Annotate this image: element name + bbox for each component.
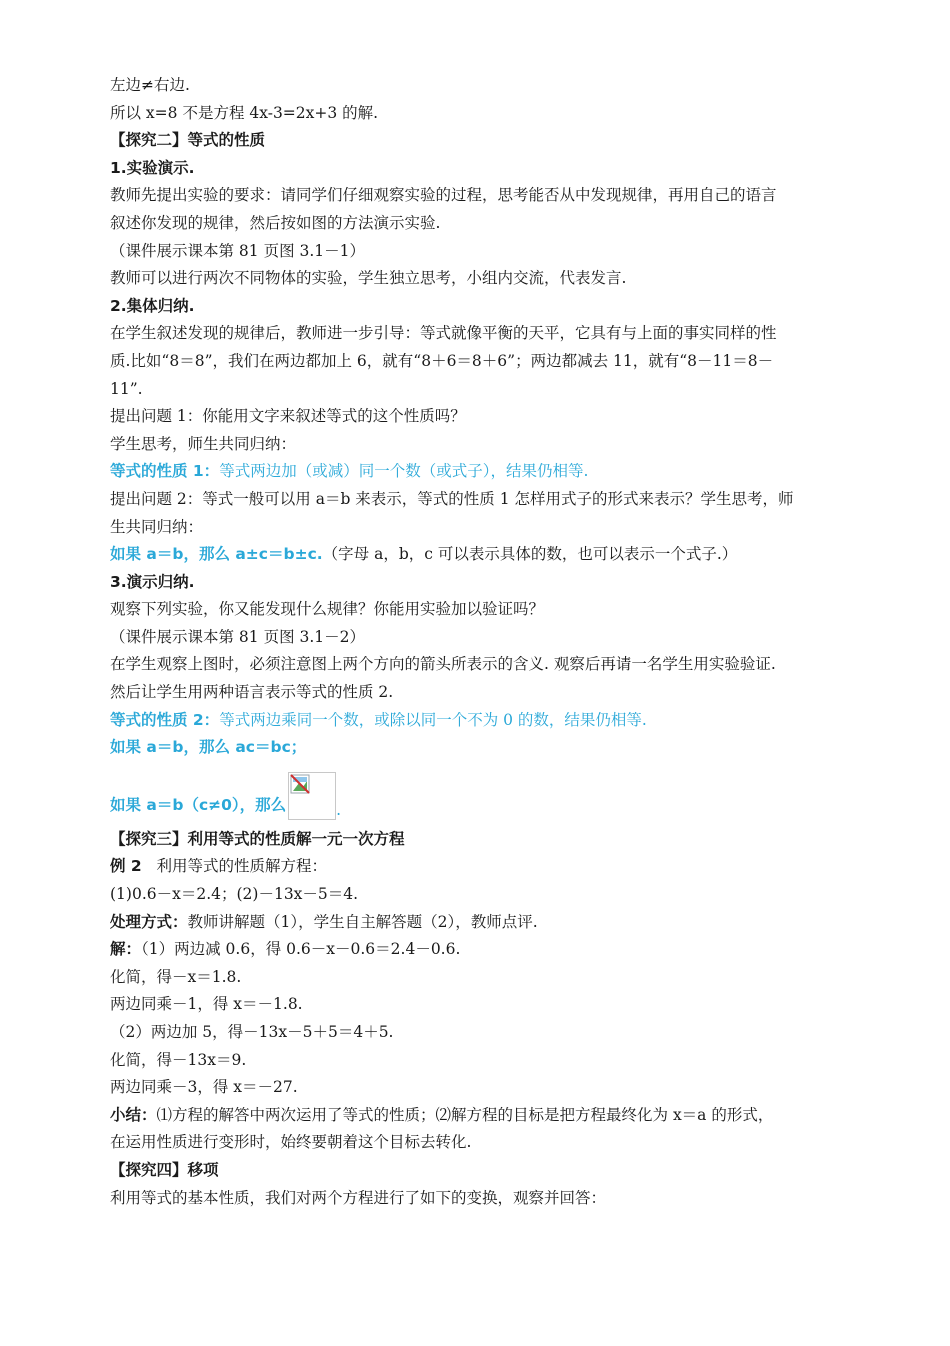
property-1-formula-line bbox=[110, 541, 840, 569]
text-line: 生共同归纳： bbox=[110, 517, 204, 536]
text-line: (1)0.6－x＝2.4；(2)－13x－5＝4. bbox=[110, 885, 359, 904]
summary-line bbox=[110, 1102, 840, 1130]
text-line: （课件展示课本第 81 页图 3.1－2） bbox=[110, 627, 366, 646]
text-line: 在运用性质进行变形时，始终要朝着这个目标去转化. bbox=[110, 1133, 472, 1152]
sub-heading: 3.演示归纳. bbox=[110, 572, 195, 591]
example-text: 利用等式的性质解方程： bbox=[156, 857, 327, 876]
broken-image-icon bbox=[288, 772, 336, 820]
section-heading: 【探究三】利用等式的性质解一元一次方程 bbox=[110, 829, 405, 848]
method-label: 处理方式： bbox=[110, 912, 188, 931]
text-line: 在学生叙述发现的规律后，教师进一步引导：等式就像平衡的天平，它具有与上面的事实同样的性 bbox=[110, 324, 777, 343]
text-line: （2）两边加 5，得－13x－5＋5＝4＋5. bbox=[110, 1023, 394, 1041]
text-line: 质.比如“8＝8”，我们在两边都加上 6，就有“8＋6＝8＋6”；两边都减去 11，就有“8－11＝8－ bbox=[110, 351, 774, 370]
example-label: 例 2 bbox=[110, 857, 142, 876]
text-line: 左边≠右边. bbox=[110, 76, 190, 94]
section-heading: 【探究二】等式的性质 bbox=[110, 131, 266, 150]
example-line bbox=[110, 853, 840, 881]
solution-label: 解： bbox=[110, 940, 142, 959]
formula-period: . bbox=[336, 800, 342, 819]
sub-heading: 1.实验演示. bbox=[110, 158, 195, 177]
text-line: 在学生观察上图时，必须注意图上两个方向的箭头所表示的含义. 观察后再请一名学生用实验验证. bbox=[110, 655, 776, 674]
text-line: 学生思考，师生共同归纳： bbox=[110, 434, 297, 453]
formula-note: （字母 a，b，c 可以表示具体的数，也可以表示一个式子.） bbox=[322, 545, 738, 564]
solution-text: （1）两边减 0.6，得 0.6－x－0.6＝2.4－0.6. bbox=[141, 940, 461, 959]
property-2-formula-2: 如果 a＝b（c≠0），那么 bbox=[110, 796, 287, 815]
sub-heading: 2.集体归纳. bbox=[110, 296, 195, 315]
text-line: 叙述你发现的规律，然后按如图的方法演示实验. bbox=[110, 213, 441, 232]
text-line: 利用等式的基本性质，我们对两个方程进行了如下的变换，观察并回答： bbox=[110, 1188, 607, 1207]
property-2-formula-1: 如果 a＝b，那么 ac＝bc； bbox=[110, 738, 307, 757]
property-2-label: 等式的性质 2： bbox=[110, 710, 220, 729]
text-line: 两边同乘－3，得 x＝－27. bbox=[110, 1078, 298, 1097]
method-text: 教师讲解题（1），学生自主解答题（2），教师点评. bbox=[187, 912, 538, 931]
document-page bbox=[110, 72, 840, 1212]
text-line: 所以 x=8 不是方程 4x-3=2x+3 的解. bbox=[110, 103, 379, 122]
text-line: 11”. bbox=[110, 379, 143, 398]
text-line: 然后让学生用两种语言表示等式的性质 2. bbox=[110, 683, 394, 702]
text-line: 化简，得－13x＝9. bbox=[110, 1050, 247, 1069]
property-1-text: 等式两边加（或减）同一个数（或式子），结果仍相等. bbox=[219, 462, 589, 481]
text-line: （课件展示课本第 81 页图 3.1－1） bbox=[110, 241, 366, 260]
method-line bbox=[110, 909, 840, 937]
summary-text: ⑴方程的解答中两次运用了等式的性质；⑵解方程的目标是把方程最终化为 x＝a 的形式， bbox=[156, 1105, 774, 1124]
text-line: 教师先提出实验的要求：请同学们仔细观察实验的过程，思考能否从中发现规律，再用自己的语言 bbox=[110, 186, 777, 205]
section-heading: 【探究四】移项 bbox=[110, 1160, 219, 1179]
text-line: 教师可以进行两次不同物体的实验，学生独立思考，小组内交流，代表发言. bbox=[110, 269, 627, 288]
solution-line bbox=[110, 936, 840, 964]
property-1-label: 等式的性质 1： bbox=[110, 462, 220, 481]
property-1-formula: 如果 a＝b，那么 a±c＝b±c. bbox=[110, 545, 323, 564]
text-line: 两边同乘－1，得 x＝－1.8. bbox=[110, 995, 303, 1014]
text-line: 化简，得－x＝1.8. bbox=[110, 967, 242, 986]
text-line: 提出问题 2：等式一般可以用 a＝b 来表示，等式的性质 1 怎样用式子的形式来表示？学生思考，师 bbox=[110, 489, 794, 508]
property-2-line bbox=[110, 707, 840, 735]
text-line: 提出问题 1：你能用文字来叙述等式的这个性质吗？ bbox=[110, 407, 466, 426]
property-1-line bbox=[110, 458, 840, 486]
property-2-formula-2-line bbox=[110, 762, 840, 820]
property-2-text: 等式两边乘同一个数，或除以同一个不为 0 的数，结果仍相等. bbox=[219, 710, 647, 729]
summary-label: 小结： bbox=[110, 1105, 157, 1124]
text-line: 观察下列实验，你又能发现什么规律？你能用实验加以验证吗？ bbox=[110, 600, 545, 619]
